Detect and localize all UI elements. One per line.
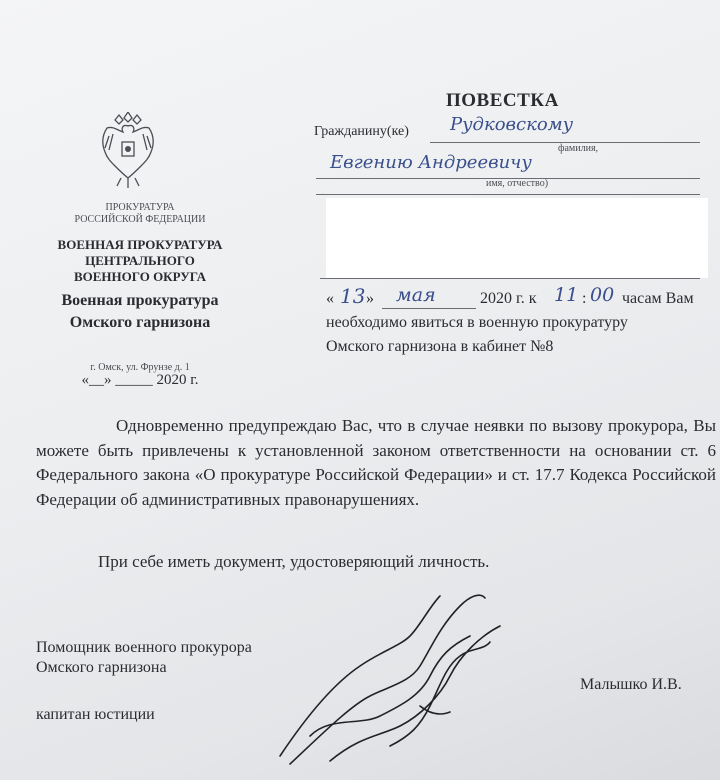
month-rule [382, 308, 476, 309]
signer-rank: капитан юстиции [36, 706, 155, 723]
signer-name: Малышко И.В. [580, 676, 682, 693]
surname-hint: фамилия, [558, 143, 599, 154]
date-open-quote: « [326, 290, 334, 307]
time-hour-handwritten: 11 [554, 284, 579, 306]
signer-position-1: Помощник военного прокурора [36, 639, 252, 656]
date-month-handwritten: мая [396, 284, 436, 306]
handwritten-signature [270, 586, 530, 776]
address-rule-2 [320, 278, 700, 279]
extra-rule [316, 194, 700, 195]
name-handwritten: Евгению Андреевичу [330, 152, 532, 173]
citizen-label: Гражданину(ке) [314, 124, 409, 139]
date-day-handwritten: 13 [340, 284, 366, 308]
coat-of-arms-icon [93, 112, 163, 192]
org-name-small-1: ПРОКУРАТУРА [105, 202, 175, 213]
date-close-quote: » [366, 290, 374, 307]
warning-paragraph: Одновременно предупреждаю Вас, что в случае неявки по вызову прокурора, Вы можете быть привлечены к установленной законом ответственности на основании ст. 6 Федерального закона «О прокуратуре Российской Федерации» и ст. 17.7 Кодекса Российской Федерации об административных правонарушениях. [36, 416, 716, 509]
time-separator: : [582, 290, 587, 307]
org-name-mid-2: ЦЕНТРАЛЬНОГО [85, 253, 195, 268]
org-name-bold-1: Военная прокуратура [61, 292, 219, 309]
issue-date-line: «__» _____ 2020 г. [81, 372, 199, 388]
time-suffix: часам Вам [622, 290, 694, 307]
document-title: ПОВЕСТКА [446, 90, 559, 111]
instruction-line-1: необходимо явиться в военную прокуратуру [326, 314, 628, 331]
signer-position-2: Омского гарнизона [36, 659, 167, 676]
org-name-small-2: РОССИЙСКОЙ ФЕДЕРАЦИИ [74, 214, 206, 225]
instruction-line-2: Омского гарнизона в кабинет №8 [326, 338, 554, 355]
document-requirement: При себе иметь документ, удостоверяющий личность. [98, 552, 490, 571]
org-address: г. Омск, ул. Фрунзе д. 1 [90, 362, 190, 373]
time-minutes-handwritten: 00 [590, 284, 615, 306]
org-name-mid-3: ВОЕННОГО ОКРУГА [73, 269, 207, 284]
redaction-block [326, 198, 708, 278]
name-hint: имя, отчество) [486, 178, 549, 189]
date-year-text: 2020 г. к [480, 290, 537, 307]
org-name-bold-2: Омского гарнизона [69, 314, 211, 331]
surname-handwritten: Рудковскому [450, 114, 574, 135]
org-name-mid-1: ВОЕННАЯ ПРОКУРАТУРА [57, 237, 223, 252]
